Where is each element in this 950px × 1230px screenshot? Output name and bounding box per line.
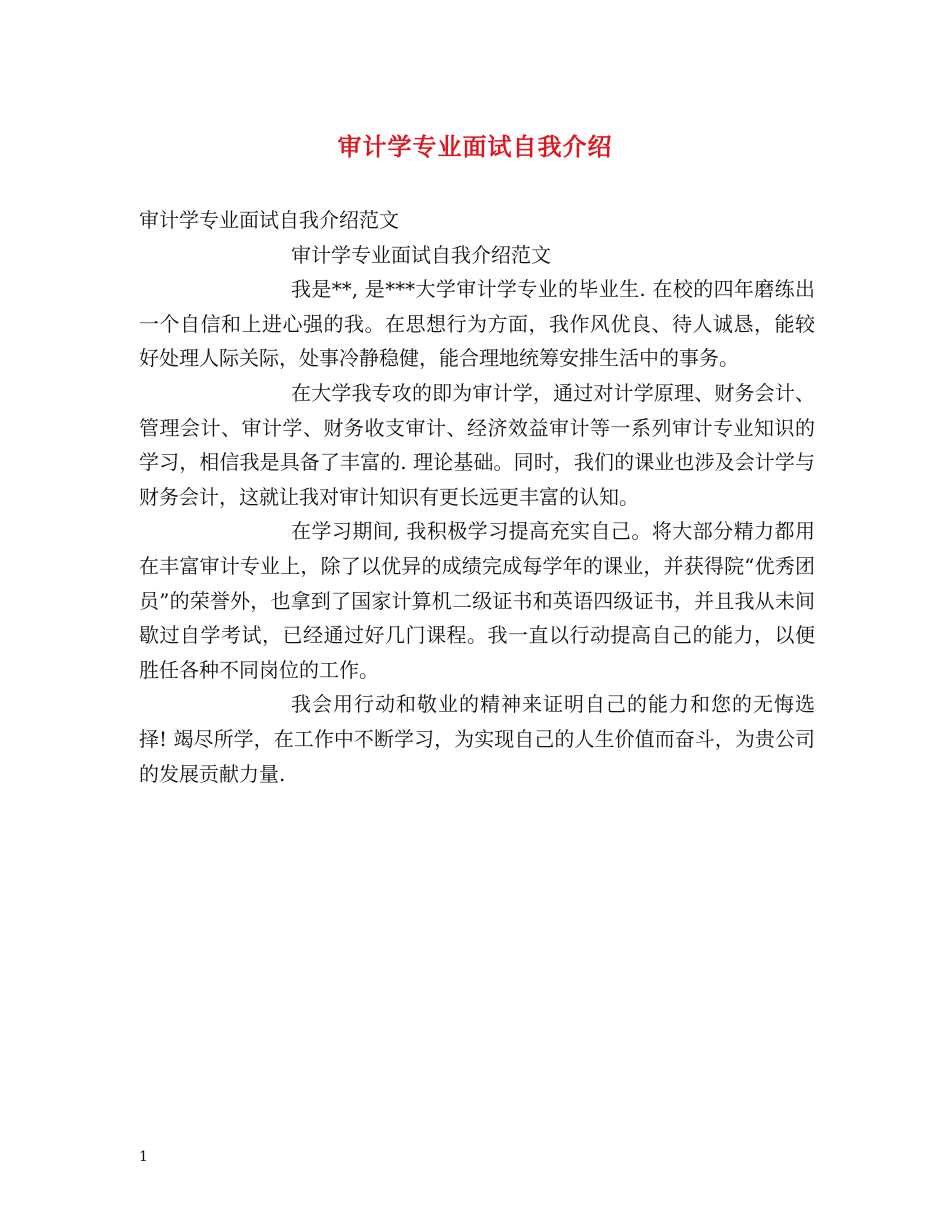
paragraph-4: 我会用行动和敬业的精神来证明自己的能力和您的无悔选择! 竭尽所学，在工作中不断学习，为实现自己的人生价值而奋斗，为贵公司的发展贡献力量. [139,692,815,786]
document-title: 审计学专业面试自我介绍 [337,132,613,161]
heading-line: 审计学专业面试自我介绍范文 [139,208,399,232]
paragraph-1: 我是**, 是***大学审计学专业的毕业生. 在校的四年磨练出一个自信和上进心强的我。在思想行为方面，我作风优良、待人诚恳，能较好处理人际关际，处事冷静稳健，能合理地统筹安排生活中的事务。 [139,277,815,371]
subheading-line: 审计学专业面试自我介绍范文 [291,242,551,267]
page-number: 1 [139,1149,148,1165]
paragraph-3: 在学习期间, 我积极学习提高充实自己。将大部分精力都用在丰富审计专业上，除了以优异的成绩完成每学年的课业，并获得院“优秀团员”的荣誉外，也拿到了国家计算机二级证书和英语四级证书，并且我从未间歇过自学考试，已经通过好几门课程。我一直以行动提高自己的能力，以便胜任各种不同岗位的工作。 [139,519,815,682]
paragraph-2: 在大学我专攻的即为审计学，通过对计学原理、财务会计、管理会计、审计学、财务收支审计、经济效益审计等一系列审计专业知识的学习，相信我是具备了丰富的. 理论基础。同时，我们的课业也涉及会计学与财务会计，这就让我对审计知识有更长远更丰富的认知。 [139,380,815,509]
document-body [139,203,815,791]
